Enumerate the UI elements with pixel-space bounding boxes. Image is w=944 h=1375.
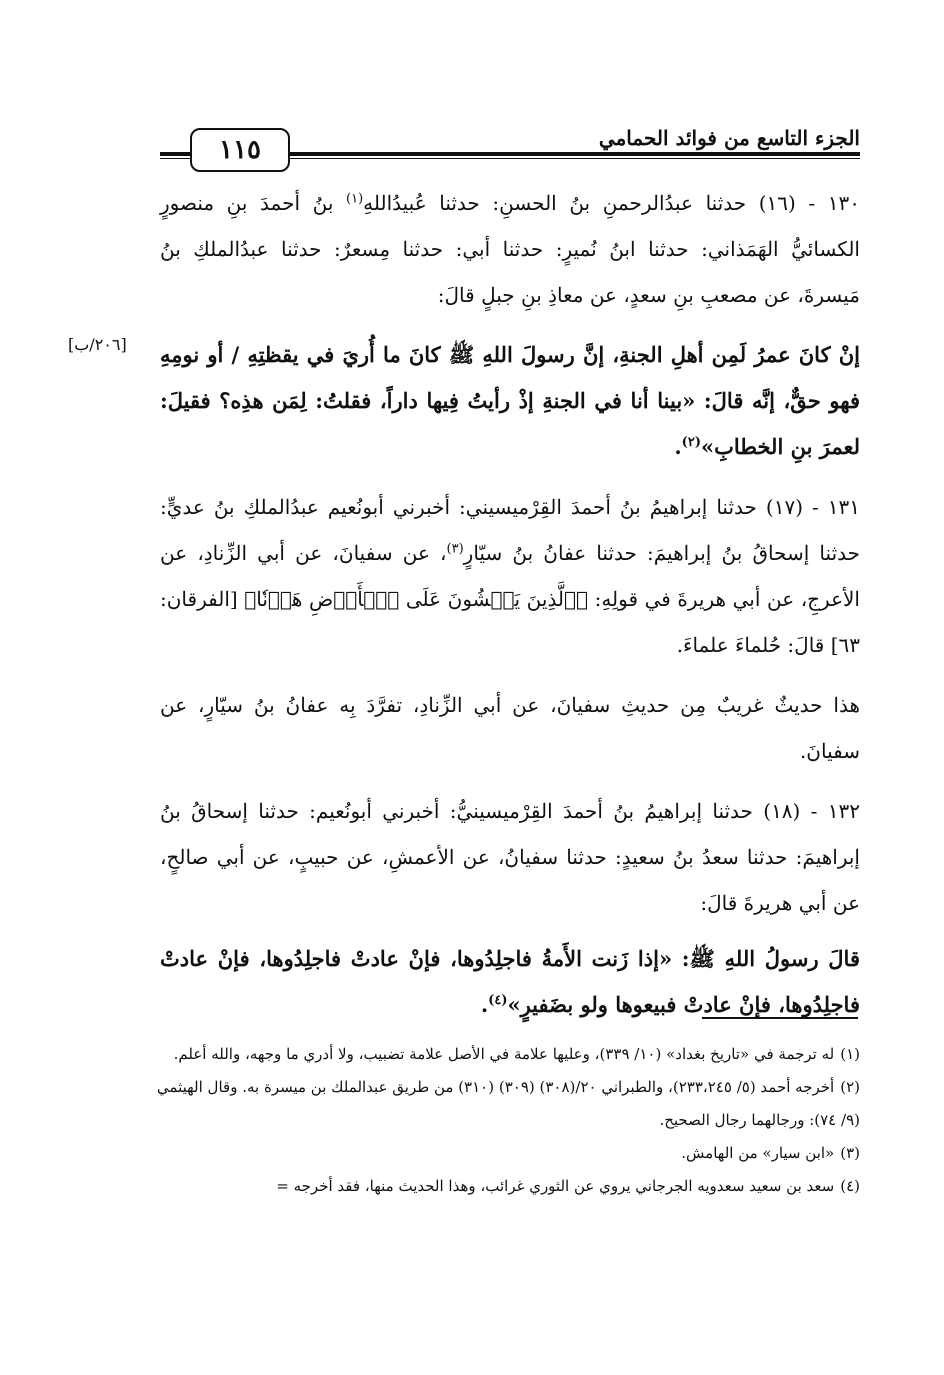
footnote-number: (٣) [840, 1144, 860, 1162]
paragraph-text: هذا حديثٌ غريبٌ مِن حديثِ سفيانَ، عن أبي الزِّنادِ، تفرَّدَ بِه عفانُ بنُ سيّارٍ، عن سفيانَ. [160, 693, 860, 763]
footnote-text: «ابن سيار» من الهامش. [681, 1144, 835, 1162]
footnote-4 [140, 1170, 860, 1203]
footnote-ref-1: (١) [346, 191, 364, 207]
hadith-131-comment [160, 682, 860, 774]
paragraph-text: . [674, 434, 682, 459]
paragraph-text: إنْ كانَ عمرُ لَمِن أهلِ الجنةِ، إنَّ رسولَ اللهِ ﷺ كانَ ما أُريَ في يقظتِهِ / أو نومِهِ فهو حقٌّ، إنَّه قالَ: «بينا أنا في الجنةِ إذْ رأيتُ فِيها داراً، فقلتُ: لِمَن هذِه؟ فقيلَ: لعمرَ بنِ الخطابِ» [160, 342, 860, 459]
main-text [160, 180, 860, 1038]
footnote-number: (٤) [840, 1177, 860, 1195]
paragraph-text: ١٣٠ - (١٦) حدثنا عبدُالرحمنِ بنُ الحسنِ: حدثنا عُبيدُاللهِ [363, 191, 861, 215]
hadith-132-isnad [160, 788, 860, 926]
footnote-number: (٢) [840, 1078, 860, 1096]
footnotes [140, 1038, 860, 1203]
footnote-1 [140, 1038, 860, 1071]
paragraph-text: ١٣٢ - (١٨) حدثنا إبراهيمُ بنُ أحمدَ القِرْميسينيُّ: أخبرني أبونُعيم: حدثنا إسحاقُ بنُ إبراهيمَ: حدثنا سعدُ بنُ سعيدٍ: حدثنا سفيانُ، عن الأعمشِ، عن حبيبٍ، عن أبي صالحٍ، عن أبي هريرةَ قالَ: [160, 799, 860, 915]
hadith-132-matn [160, 936, 860, 1028]
paragraph-text: بنُ أحمدَ بنِ منصورٍ الكسائيُّ الهَمَذاني: حدثنا ابنُ نُميرٍ: حدثنا أبي: حدثنا مِسعرٌ: حدثنا عبدُالملكِ بنُ مَيسرةَ، عن مصعبِ بنِ سعدٍ، عن معاذِ بنِ جبلٍ قالَ: [160, 191, 860, 307]
footnote-number: (١) [840, 1045, 860, 1063]
manuscript-folio-note: [٢٠٦/ب] [68, 335, 127, 354]
hadith-131 [160, 484, 860, 668]
footnote-ref-4: (٤) [488, 993, 508, 1008]
footnote-3 [140, 1137, 860, 1170]
hadith-130-isnad [160, 180, 860, 318]
footnote-text: أخرجه أحمد (٥/ ٢٣٣،٢٤٥)، والطبراني ٢٠/(٣٠٨) (٣٠٩) (٣١٠) من طريق عبدالملك بن ميسرة به. وقال الهيثمي (٩/ ٧٤): ورجالهما رجال الصحيح. [156, 1078, 860, 1129]
footnote-separator [702, 1017, 858, 1019]
paragraph-text: ١٣١ - (١٧) حدثنا إبراهيمُ بنُ أحمدَ القِرْميسيني: أخبرني أبونُعيم عبدُالملكِ بنُ عديٍّ: حدثنا إسحاقُ بنُ إبراهيمَ: حدثنا عفانُ بنُ سيّارٍ [160, 495, 860, 565]
page-number: ١١٥ [190, 128, 290, 172]
paragraph-text: قالَ رسولُ اللهِ ﷺ: «إذا زَنت الأَمةُ فاجلِدُوها، فإنْ عادتْ فاجلِدُوها، فإنْ عادتْ فاجلِدُوها، فإنْ عادتْ فبيعوها ولو بضَفيرٍ» [160, 946, 860, 1017]
paragraph-text: . [480, 992, 489, 1017]
running-title: الجزء التاسع من فوائد الحمامي [598, 126, 860, 150]
footnote-text: سعد بن سعيد سعدويه الجرجاني يروي عن الثوري غرائب، وهذا الحديث منها، فقد أخرجه = [276, 1177, 835, 1195]
footnote-2 [140, 1071, 860, 1137]
hadith-130-matn [160, 332, 860, 470]
footnote-ref-3: (٣) [446, 541, 464, 557]
page-header [160, 118, 860, 174]
footnote-ref-2: (٢) [681, 435, 701, 450]
footnote-text: له ترجمة في «تاريخ بغداد» (١٠/ ٣٣٩)، وعليها علامة في الأصل علامة تضبيب، ولا أدري ما وجهه، والله أعلم. [173, 1045, 835, 1063]
paragraph-text: ، عن سفيانَ، عن أبي الزِّنادِ، عن الأعرجِ، عن أبي هريرةَ في قولِهِ: ﴿ٱلَّذِينَ يَمۡشُونَ عَلَى ٱلۡأَرۡضِ هَوۡنٗا﴾ [الفرقان: ٦٣] قالَ: حُلماءَ علماءَ. [160, 541, 860, 657]
